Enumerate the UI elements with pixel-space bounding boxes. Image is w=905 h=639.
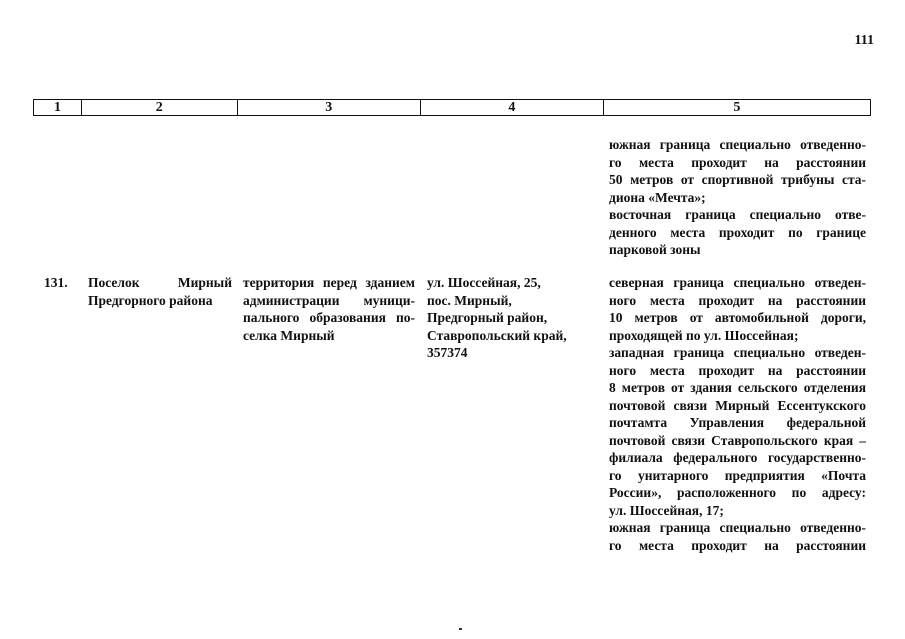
text-line: южная граница специально отведенно- — [609, 520, 866, 535]
text-line: территория перед зданием — [243, 275, 415, 290]
column-header-3: 3 — [238, 100, 422, 115]
row-settlement-name — [88, 274, 232, 309]
text-line: селка Мирный — [243, 327, 335, 343]
text-line: администрации муници- — [243, 292, 415, 308]
column-header-1: 1 — [34, 100, 82, 115]
text-line: России», расположенного по адресу: — [609, 485, 866, 500]
text-line: филиала федерального государственно- — [609, 450, 866, 465]
column-header-4: 4 — [421, 100, 604, 115]
text-line: го места проходит на расстоянии — [609, 537, 866, 553]
text-line: северная граница специально отведен- — [609, 275, 866, 290]
text-line: почтамта Управления федеральной — [609, 415, 866, 430]
text-line: Предгорный район, — [427, 310, 548, 325]
text-line: 357374 — [427, 345, 468, 360]
text-line: пального образования по- — [243, 310, 415, 325]
text-line: почтовой связи Ставропольского края – — [609, 432, 866, 448]
row-boundaries-description — [609, 274, 866, 554]
text-line: ного места проходит на расстоянии — [609, 292, 866, 308]
column-number-header — [33, 99, 871, 116]
page-number: 111 — [854, 33, 874, 48]
text-line: восточная граница специально отве- — [609, 207, 866, 222]
row-address — [427, 274, 597, 362]
text-line: го унитарного предприятия «Почта — [609, 467, 866, 483]
text-line: диона «Мечта»; — [609, 189, 706, 205]
text-line: денного места проходит по границе — [609, 224, 866, 240]
text-line: Предгорного района — [88, 292, 213, 308]
text-line: западная граница специально отведен- — [609, 345, 866, 360]
row-territory-description — [243, 274, 415, 344]
text-line: почтовой связи Мирный Ессентукского — [609, 397, 866, 413]
scan-speck — [459, 628, 462, 630]
row-number: 131. — [44, 275, 68, 290]
text-line: ул. Шоссейная, 17; — [609, 502, 724, 518]
text-line: парковой зоны — [609, 242, 701, 257]
text-line: Поселок Мирный — [88, 275, 232, 290]
text-line: 8 метров от здания сельского отделения — [609, 380, 866, 395]
text-line: ул. Шоссейная, 25, — [427, 275, 541, 290]
column-header-2: 2 — [82, 100, 238, 115]
text-line: проходящей по ул. Шоссейная; — [609, 327, 799, 343]
text-line: го места проходит на расстоянии — [609, 154, 866, 170]
text-line: 10 метров от автомобильной дороги, — [609, 310, 866, 325]
text-line: 50 метров от спортивной трибуны ста- — [609, 172, 866, 187]
continuation-col5-text — [609, 136, 866, 259]
text-line: Ставропольский край, — [427, 327, 567, 343]
text-line: пос. Мирный, — [427, 292, 512, 308]
column-header-5: 5 — [733, 100, 741, 115]
text-line: ного места проходит на расстоянии — [609, 362, 866, 378]
text-line: южная граница специально отведенно- — [609, 137, 866, 152]
